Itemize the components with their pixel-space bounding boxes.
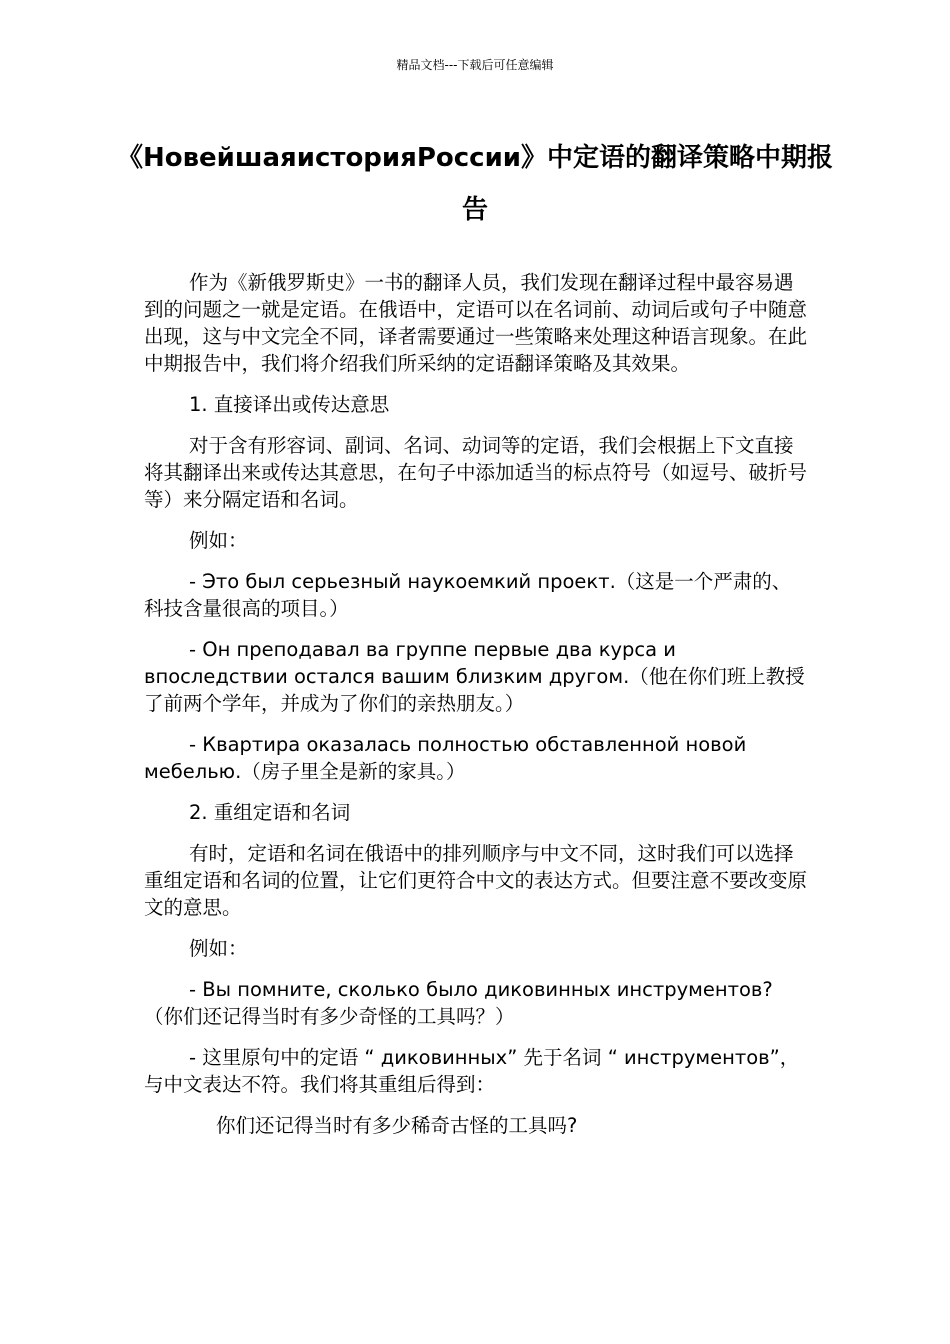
body-paragraph: 有时，定语和名词在俄语中的排列顺序与中文不同，这时我们可以选择重组定语和名词的位置，让它们更符合中文的表达方式。但要注意不要改变原文的意思。 [144,842,808,919]
example-item: - Вы помните, сколько было диковинных инструментов?（你们还记得当时有多少奇怪的工具吗？） [144,978,773,1028]
example-label: 例如： [189,529,248,552]
example-label: 例如： [189,937,248,960]
example-item: - 这里原句中的定语 “ диковинных” 先于名词 “ инструментов”，与中文表达不符。我们将其重组后得到： [144,1046,800,1096]
example-item: - Это был серьезный наукоемкий проект.（这是一个严肃的、科技含量很高的项目。） [144,570,792,620]
document-body [144,269,809,1139]
section-heading-direct-translation: 1. 直接译出或传达意思 [189,393,390,416]
intro-paragraph: 作为《新俄罗斯史》一书的翻译人员，我们发现在翻译过程中最容易遇到的问题之一就是定语。在俄语中，定语可以在名词前、动词后或句子中随意出现，这与中文完全不同，译者需要通过一些策略来处理这种语言现象。在此中期报告中，我们将介绍我们所采纳的定语翻译策略及其效果。 [144,271,808,375]
document-title: 《НовейшаяисторияРоссии》中定语的翻译策略中期报告 [116,143,834,225]
example-result: 你们还记得当时有多少稀奇古怪的工具吗? [216,1114,578,1137]
example-item: - Он преподавал ва группе первые два курса и впоследствии остался вашим близким другом.（他在你们班上教授了前两个学年，并成为了你们的亲热朋友。） [144,638,805,715]
section-heading-reorder: 2. 重组定语和名词 [189,801,351,824]
body-paragraph: 对于含有形容词、副词、名词、动词等的定语，我们会根据上下文直接将其翻译出来或传达其意思，在句子中添加适当的标点符号（如逗号、破折号等）来分隔定语和名词。 [144,434,808,511]
page-header: 精品文档---下载后可任意编辑 [396,58,554,72]
example-item: - Квартира оказалась полностью обставленной новой мебелью.（房子里全是新的家具。） [144,733,747,783]
